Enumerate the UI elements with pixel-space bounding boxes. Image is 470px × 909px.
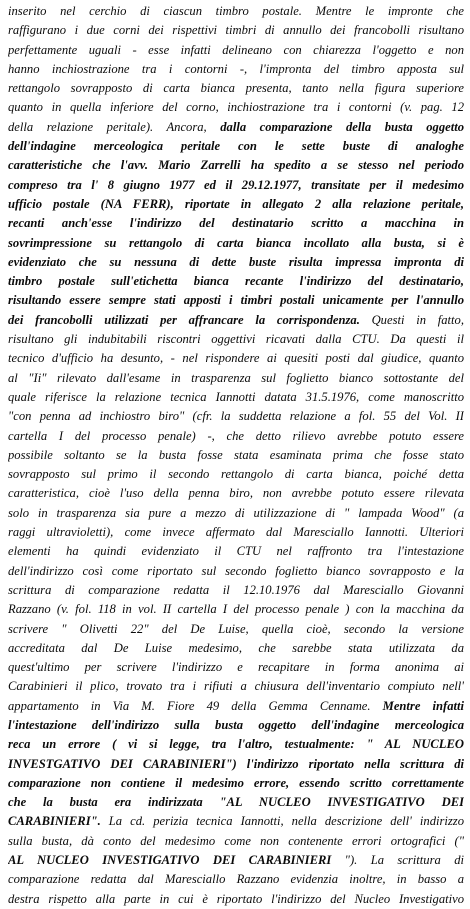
text-run: comparazione redatta dal Maresciallo Razzano evidenzia inoltre, in basso a: [8, 872, 464, 887]
text-run: Questi in fatto,: [359, 312, 464, 327]
bold-text-run: ufficio postale (NA FERR), riportate in allegato 2 alla relazione peritale,: [8, 196, 464, 211]
text-line: [8, 330, 464, 349]
text-line: [8, 407, 464, 426]
bold-text-run: Mentre infatti: [382, 698, 464, 713]
bold-text-run: dell'indagine merceologica peritale con le sette buste di analoghe: [8, 139, 464, 154]
text-line: [8, 716, 464, 735]
text-line: [8, 639, 464, 658]
bold-text-run: dalla comparazione della busta oggetto: [220, 119, 464, 134]
text-line: [8, 176, 464, 195]
text-run: caratteristica, cioè l'uso della penna biro, non avrebbe potuto essere rilevata: [8, 486, 464, 501]
bold-text-run: CARABINIERI".: [8, 814, 101, 829]
bold-text-run: evidenziato che su nessuna di dette buste risulta impressa impronta di: [8, 254, 464, 269]
text-line: [8, 234, 464, 253]
text-run: perfettamente uguali - esse infatti delineano con chiarezza l'oggetto e non: [8, 42, 464, 57]
text-line: [8, 137, 464, 156]
text-run: possibile soltanto se la busta fosse stata esaminata prima che fosse stato: [8, 447, 464, 462]
text-line: [8, 658, 464, 677]
text-run: risultano gli indubitabili riscontri oggettivi ricavati dalla CTU. Da questi il: [8, 332, 464, 347]
text-line: [8, 118, 464, 137]
text-run: tecnico d'ufficio ha desunto, - nel rispondere ai quesiti posti dal giudice, quanto: [8, 351, 464, 366]
text-run: hanno inchiostrazione tra i contorni -, l'impronta del timbro apposta sul: [8, 61, 464, 76]
text-line: [8, 214, 464, 233]
bold-text-run: l'intestazione dell'indirizzo sulla busta oggetto dell'indagine merceologica: [8, 717, 464, 732]
text-line: [8, 369, 464, 388]
text-line: [8, 21, 464, 40]
text-line: [8, 272, 464, 291]
text-line: [8, 774, 464, 793]
text-line: [8, 195, 464, 214]
text-line: [8, 677, 464, 696]
text-line: [8, 60, 464, 79]
text-line: [8, 427, 464, 446]
text-run: quest'ultimo per scrivere l'indirizzo e recapitare in forma anonima ai: [8, 660, 464, 675]
text-line: [8, 523, 464, 542]
text-line: [8, 851, 464, 870]
text-line: [8, 870, 464, 889]
text-run: quanto in quella inferiore del corno, inchiostrazione tra i contorni (v. pag. 12: [8, 100, 464, 115]
text-line: [8, 755, 464, 774]
text-line: [8, 504, 464, 523]
text-line: [8, 890, 464, 909]
text-run: al "Ii" rilevato dall'esame in trasparenza sul foglietto bianco sottostante del: [8, 370, 464, 385]
text-line: [8, 291, 464, 310]
bold-text-run: comparazione non contiene il medesimo errore, essendo scritto correttamente: [8, 775, 464, 790]
text-line: [8, 735, 464, 754]
text-run: raggi ultravioletti), come invece affermato dal Maresciallo Iannotti. Ulteriori: [8, 525, 464, 540]
text-run: La cd. perizia tecnica Iannotti, nella descrizione dell' indirizzo: [100, 814, 464, 829]
text-run: sovrapposto sul primo il secondo rettangolo di carta bianca, poiché detta: [8, 467, 464, 482]
bold-text-run: timbro postale sull'etichetta bianca recante l'indirizzo del destinatario,: [8, 274, 464, 289]
text-line: [8, 41, 464, 60]
text-line: [8, 581, 464, 600]
bold-text-run: reca un errore ( vi si legge, tra l'altro, testualmente: " AL NUCLEO: [8, 737, 464, 752]
text-run: destra rispetto alla parte in cui è riportato l'indirizzo del Nucleo Investigativo: [8, 891, 464, 906]
text-run: accreditata dal De Luise medesimo, che sarebbe stata utilizzata da: [8, 640, 464, 655]
text-line: [8, 542, 464, 561]
bold-text-run: AL NUCLEO INVESTIGATIVO DEI CARABINIERI: [8, 853, 332, 868]
text-line: [8, 832, 464, 851]
text-line: [8, 465, 464, 484]
bold-text-run: risultando essere sempre stati apposti i timbri postali unicamente per l'annullo: [8, 293, 464, 308]
text-line: [8, 484, 464, 503]
text-run: scrittura di comparazione redatta il 12.10.1976 dal Maresciallo Giovanni: [8, 582, 464, 597]
bold-text-run: dei francobolli utilizzati per affrancare la corrispondenza.: [8, 312, 360, 327]
text-run: "con penna ad inchiostro biro" (cfr. la suddetta relazione a fol. 55 del Vol. II: [8, 409, 464, 424]
text-run: scrivere " Olivetti 22" del De Luise, quella cioè, secondo la versione: [8, 621, 464, 636]
text-run: "). La scrittura di: [331, 853, 464, 868]
bold-text-run: INVESTGATIVO DEI CARABINIERI") l'indirizzo riportato nella scrittura di: [8, 756, 464, 771]
text-run: elementi ha quindi evidenziato il CTU nel raffronto tra l'intestazione: [8, 544, 464, 559]
text-line: [8, 388, 464, 407]
bold-text-run: che la busta era indirizzata "AL NUCLEO INVESTIGATIVO DEI: [8, 795, 464, 810]
text-line: [8, 79, 464, 98]
text-run: cartella I del processo penale) -, che detto rilievo avrebbe potuto essere: [8, 428, 464, 443]
text-run: della relazione peritale). Ancora,: [8, 119, 221, 134]
text-line: [8, 697, 464, 716]
text-run: Carabinieri il plico, trovato tra i rifiuti a chiusura dell'inventario compiuto nell': [8, 679, 464, 694]
text-line: [8, 253, 464, 272]
text-line: [8, 620, 464, 639]
bold-text-run: caratteristiche che l'avv. Mario Zarrelli ha spedito a se stesso nel periodo: [8, 158, 464, 173]
bold-text-run: sovrimpressione su rettangolo di carta bianca incollato alla busta, si è: [8, 235, 464, 250]
bold-text-run: recanti anch'esse l'indirizzo del destinatario scritto a macchina in: [8, 216, 464, 231]
text-line: [8, 311, 464, 330]
text-run: solo in trasparenza sia pure a mezzo di utilizzazione di " lampada Wood" (a: [8, 505, 464, 520]
text-run: rettangolo sovrapposto di carta bianca presenta, tanto nella figura superiore: [8, 81, 464, 96]
text-run: raffigurano i due corni dei rispettivi timbri di annullo dei francobolli risultano: [8, 23, 464, 38]
text-line: [8, 349, 464, 368]
bold-text-run: compreso tra l' 8 giugno 1977 ed il 29.12.1977, transitate per il medesimo: [8, 177, 464, 192]
text-line: [8, 812, 464, 831]
text-run: inserito nel cerchio di ciascun timbro postale. Mentre le impronte che: [8, 4, 464, 18]
text-line: [8, 562, 464, 581]
text-line: [8, 156, 464, 175]
text-run: quale riferisce la relazione tecnica Iannotti datata 31.5.1976, come manoscritto: [8, 389, 464, 404]
text-run: appartamento in Via M. Fiore 49 della Gemma Cenname.: [8, 698, 383, 713]
text-run: sulla busta, dà conto del medesimo come non contenente errori ortografici (": [8, 833, 464, 848]
text-line: [8, 600, 464, 619]
text-line: [8, 98, 464, 117]
text-line: [8, 2, 464, 21]
text-line: [8, 446, 464, 465]
text-run: Razzano (v. fol. 118 in vol. II cartella I del processo penale ) con la macchina da: [8, 602, 464, 617]
text-run: dell'indirizzo così come riportato sul secondo foglietto bianco sovrapposto e la: [8, 563, 464, 578]
